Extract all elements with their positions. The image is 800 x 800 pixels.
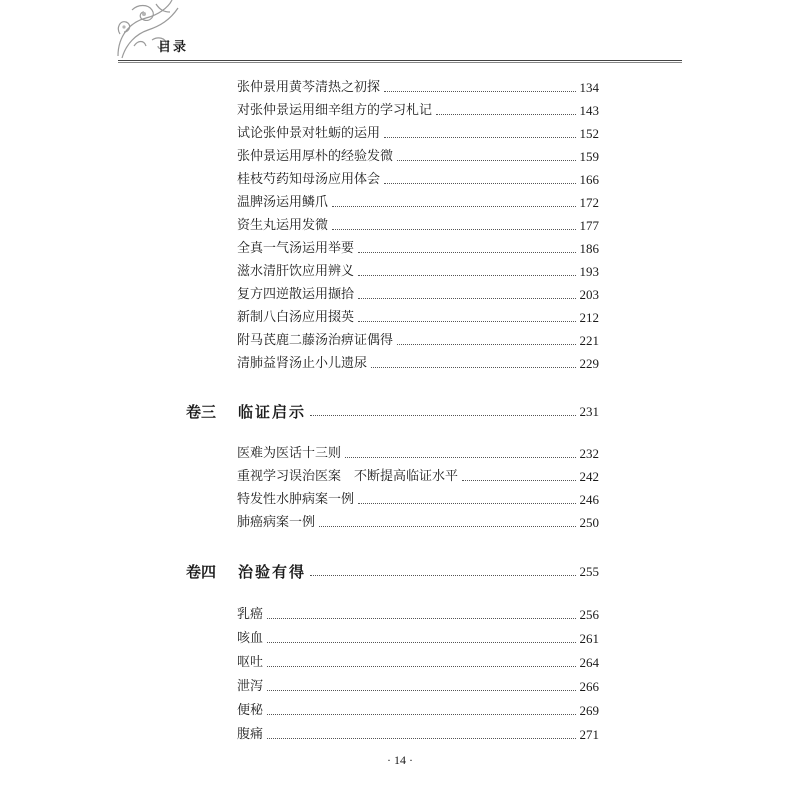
toc-entry: 附马芪鹿二藤汤治痹证偶得 221	[237, 333, 599, 348]
toc-entry: 医难为医话十三则 232	[237, 446, 599, 461]
toc-entry: 清肺益肾汤止小儿遗尿 229	[237, 356, 599, 371]
toc-entry: 咳血 261	[237, 631, 599, 646]
header-rule	[118, 60, 682, 63]
toc-entry: 腹痛 271	[237, 727, 599, 742]
toc-entry: 肺癌病案一例 250	[237, 515, 599, 530]
toc-entry: 对张仲景运用细辛组方的学习札记 143	[237, 103, 599, 118]
toc-entry: 滋水清肝饮应用辨义 193	[237, 264, 599, 279]
section-heading-3: 卷三 临证启示 231	[186, 403, 599, 421]
header-title: 目录	[158, 40, 189, 55]
toc-entry: 新制八白汤应用掇英 212	[237, 310, 599, 325]
toc-entry: 重视学习误治医案 不断提高临证水平 242	[237, 469, 599, 484]
toc-entry: 复方四逆散运用撷拾 203	[237, 287, 599, 302]
toc-entry: 全真一气汤运用举要 186	[237, 241, 599, 256]
toc-entry: 张仲景运用厚朴的经验发微 159	[237, 149, 599, 164]
toc-entry: 试论张仲景对牡蛎的运用 152	[237, 126, 599, 141]
toc-entry: 便秘 269	[237, 703, 599, 718]
toc-entry: 资生丸运用发微 177	[237, 218, 599, 233]
toc-entry: 特发性水肿病案一例 246	[237, 492, 599, 507]
page-number: · 14 ·	[387, 753, 413, 767]
toc-entry: 呕吐 264	[237, 655, 599, 670]
section-heading-4: 卷四 治验有得 255	[186, 563, 599, 581]
toc-entry: 乳癌 256	[237, 607, 599, 622]
toc-entry: 桂枝芍药知母汤应用体会 166	[237, 172, 599, 187]
toc-entry: 张仲景用黄芩清热之初探 134	[237, 80, 599, 95]
toc-entry: 泄泻 266	[237, 679, 599, 694]
toc-entry: 温脾汤运用鳞爪 172	[237, 195, 599, 210]
